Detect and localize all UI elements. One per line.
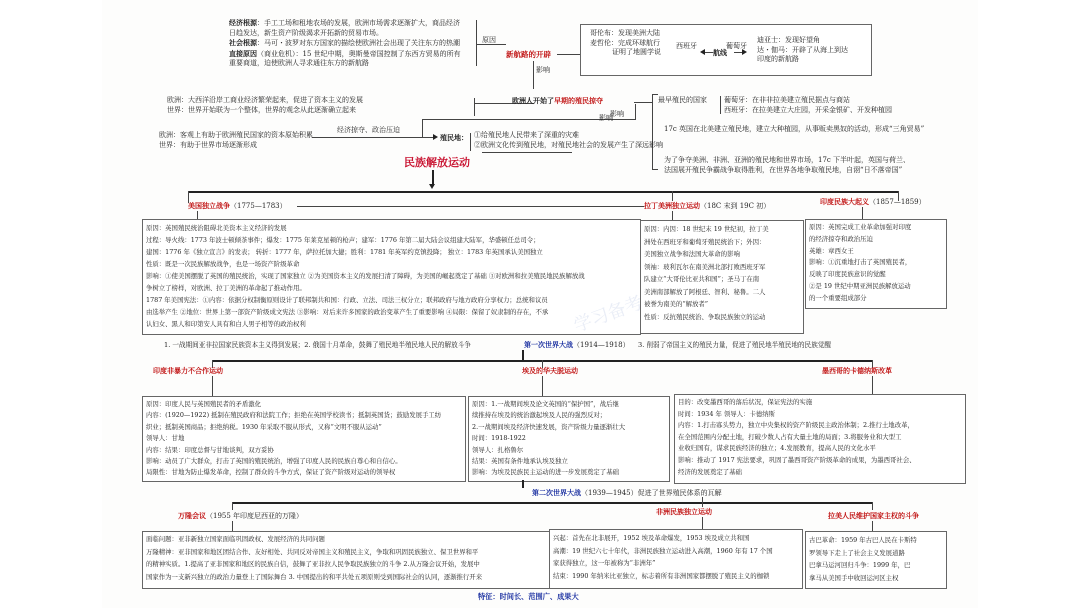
india-line: 原因：英国完成工业革命加强对印度 [809,223,912,231]
colonies-effects [474,131,744,150]
earliest-label: 最早殖民的国家 [658,96,707,104]
portugal-line: 迪亚士：发现好望角 [757,36,820,44]
usa-line: 由选举产生 ②地位：世界上第一部资产阶级成文宪法 ③影响：对后来许多国家的政治变革产生了重要影响 ④局限：保留了奴隶制的存在，不承 [146,308,549,316]
colonial-label: 欧洲人开始了 [512,96,554,105]
portugal-line: 印度的新航路 [757,55,799,64]
gandhi-line: 内容：结果：印度总督与甘地谈判，双方妥协 [146,445,274,454]
egypt-line: 2.一战期间埃及经济快速发展，资产阶级力量逐渐壮大 [472,422,626,431]
latin-line: 被誉为南美的“解放者” [644,300,709,308]
latin-text [644,223,802,323]
watermark: 学习备考 [571,292,646,337]
influence-text [167,96,467,115]
explorer-line: 哥伦布：发现美洲大陆 [590,29,660,37]
usa-header [188,201,287,211]
usa-title: 美国独立战争 [188,201,230,210]
panama-line: 拿马从美国手中收回运河区主权 [809,573,899,582]
route-label: 航线 [713,48,727,57]
gandhi-text [146,399,464,479]
influence-line: 欧洲：大西洋沿岸工商业经济繁荣起来，促进了资本主义的发展 [167,96,363,104]
egypt-title: 埃及的华夫脱运动 [522,366,578,375]
ww2-right: 促进了世界殖民体系的瓦解 [637,489,722,497]
india-line: 反映了印度民族意识的觉醒 [809,270,886,279]
usa-line: 建国：1776 年《独立宣言》的发表； 转折：1777 年，萨拉托加大捷；胜利：1781 年英军约克镇投降； 独立：1783 年英国承认美国独立 [146,248,543,256]
mexico-line: 内容：1.打击寡头势力，独立中央集权的资产阶级民主政治体制；2.推行土地改革， [678,421,914,430]
india-line: 的一个重要组成部分 [809,293,867,302]
bg-line: 日趋发达，新生资产阶级渴求开拓新的贸易市场。 [229,28,383,37]
africa-line: 高潮：19 世纪六七十年代，非洲民族独立运动进入高潮，1960 年有 17 个国 [553,546,773,555]
arrow-right [742,49,747,55]
usa-line: 争树立了榜样，对欧洲、拉丁美洲的革命起了推动作用。 [146,284,306,292]
bandung-header [178,511,303,521]
earliest-text [724,96,964,115]
connector [705,52,713,53]
earliest-line: 葡萄牙：在非非拉美建立殖民据点与商站 [724,96,850,104]
ww2-header [532,488,722,498]
panama-line: 古巴革命：1959 年古巴人民在卡斯特 [809,536,917,544]
latin-years: （18C 末到 19C 初） [700,202,771,210]
ww1-header [524,340,630,350]
explorer-line: 证明了地圆学说 [612,48,661,57]
egypt-text [472,399,668,479]
egypt-line: 原因：1.一战期间埃及论文英国的“保护国”，战后继 [472,400,619,408]
connector [422,119,423,137]
mexico-line: 经济的发展奠定了基础 [678,467,742,476]
india-line: 英雄：章西女王 [809,246,854,255]
colonies-label: 殖民地： [440,133,468,142]
latin-line: 洲处在西班牙和葡萄牙殖民统治下；外因： [644,237,766,246]
ww2-title: 第二次世界大战 [532,488,581,497]
mexico-line: 业收归国有，谋求民族经济的独立；4.发展教育，提高人民的文化水平 [678,444,876,453]
mind-map-sheet [102,0,978,608]
africa-text [553,532,799,582]
background-text [229,18,499,69]
africa-title: 非洲民族独立运动 [656,507,712,516]
gandhi-line: 影响：动员了广大群众，打击了英国的殖民统治，增强了印度人民的民族自尊心和自信心。 [146,457,402,466]
ww1-title: 第一次世界大战 [524,340,573,349]
india-years: （1857—1859） [869,198,926,206]
connector [702,517,703,529]
bandung-title: 万隆会议 [178,511,206,520]
mexico-line: 在全国范围内分配土地，打破少数人占有大量土地的局面；3.将服务业和大型工 [678,432,902,441]
africa-line: 兴起：首先在北非展开，1952 埃及革命爆发，1953 埃及成立共和国 [553,534,750,542]
panama-line: 罗领导下走上了社会主义发展道路 [809,548,905,557]
portugal-text [757,36,867,65]
mexico-line: 时间：1934 年 领导人：卡德纳斯 [678,409,776,418]
egypt-line: 续推持在埃及的统治激起埃及人民的强烈反对； [472,411,607,420]
arrow-right [433,134,438,140]
connector [632,206,644,207]
bandung-line: 万隆精神：亚非国家和地区团结合作、友好相处、共同反对帝国主义和殖民主义，争取和巩固民族独立、保卫世界和平 [146,547,479,556]
connector [872,502,873,510]
arrow-down [429,184,435,189]
connector [557,54,580,55]
earliest-line: 西班牙：在拉美建立大庄园，开采金银矿、开发种植园 [724,105,892,114]
influence3-label: 影响 [599,114,613,122]
connector [212,376,213,396]
colony-effect: ①给殖民地人民带来了深重的灾难 [474,131,579,139]
gandhi-line: 织业；抵制英国商品；拒绝纳税。1930 年采取不服从形式，又称“文明不服从运动” [146,422,382,431]
connector [232,521,233,531]
usa-line: 影响：①使美国摆脱了英国的殖民统治，实现了国家独立 ②为美国资本主义的发展扫清了障碍，为美国的崛起奠定了基础 ③对欧洲和拉美殖民地民族解放战 [146,272,585,280]
rivalry-line: 法国展开殖民争霸战争取得胜利，在世界各地争取殖民地，自诩“日不落帝国” [664,165,903,174]
egypt-line: 结果：英国有条件地承认埃及独立 [472,457,568,466]
bracket-line [720,96,721,114]
india-text [809,222,943,305]
exploitation-note: 经济掠夺、政治压迫 [337,126,400,134]
gandhi-line: 领导人：甘地 [146,434,185,443]
gandhi-line: 原因：印度人民与英国殖民者的矛盾激化 [146,400,262,408]
mexico-line: 影响：推动了 1917 宪法要求，巩固了墨西哥资产阶级革命的成果，为墨西哥社会、 [678,455,916,464]
india-line: 的经济掠夺和政治压迫 [809,234,873,243]
connector [533,61,534,89]
usa-line: 性质：既是一次民族解放战争，也是一场资产阶级革命 [146,260,300,268]
gandhi-line: 内容：(1920—1922) 抵制在殖民政府和法院工作；拒绝在英国学校读书；抵制英国货；鼓励发展手工纺 [146,411,442,420]
bandung-line: 国家作为一支新兴独立的政治力量登上了国际舞台 3. 中国提出的和平共处五项原则受到国际社会的认同，逐渐推行开来 [146,572,483,581]
influence-label: 影响 [536,66,550,74]
bandung-years: （1955 年印度尼西亚的万隆） [206,512,304,520]
connector [672,211,673,220]
ww1-left: 1. 一战期间亚非拉国家民族资本主义得到发展；2. 俄国十月革命，鼓舞了殖民地半殖民地人民的解放斗争 [164,341,471,349]
portugal-label: 葡萄牙 [726,42,747,50]
mexico-line: 目的：改变墨西哥的落后状况，保证宪法的实施 [678,398,813,406]
bg-line: 直接原因（商业危机）：15 世纪中期，奥斯曼帝国控制了东西方贸易的所有 [229,48,461,58]
colony-effect: ②欧洲文化传到殖民地，对殖民地社会的发展产生了深远影响 [474,140,663,149]
bracket-line [470,133,471,151]
ww1-years: （1914—1918） [573,341,630,349]
bandung-line: 的精神实质。1.提高了亚非国家和地区的民族自信，鼓舞了亚非拉人民争取民族独立的斗争 2.从万隆会议开始，发展中 [146,560,480,568]
mexico-title: 墨西哥的卡德纳斯改革 [822,366,892,375]
bandung-line: 面临问题：亚非新独立国家面临巩固政权、发展经济的共同问题 [146,535,325,543]
usa-years: （1775—1783） [230,202,287,210]
connector [197,211,198,219]
effects-line: 欧洲：客观上有助于欧洲殖民国家的资本原始积累 [159,131,313,139]
connector [542,376,543,396]
latin-title: 拉丁美洲独立运动 [644,201,700,210]
new-routes-center: 新航路的开辟 [506,50,551,59]
colonial-plunder [512,96,603,106]
latin-line: 队建立“大哥伦比亚共和国”；圣马丁在南 [644,275,760,283]
bg-line: 社会根源：马可・波罗对东方国家的描绘使欧洲社会出现了关注东方的热潮 [229,38,460,48]
egypt-line: 领导人：扎格鲁尔 [472,445,524,454]
features-footer: 特征：时间长、范围广、成果大 [478,592,579,601]
bg-line: 经济根源：手工工场和租地农场的发展，欧洲市场需求逐渐扩大，商品经济 [229,18,460,27]
connector [652,94,658,95]
usa-line: 1787 年美国宪法：①内容：依据分权制衡原则设计了联邦制共和国：行政、立法、司法三权分立；联邦政府与地方政府分享权力；总统和议员 [146,296,548,304]
mexico-text [678,397,964,478]
connector [635,104,636,120]
connector [862,207,863,219]
influence2-label: 影响 [610,110,624,118]
africa-line: 结束：1990 年纳米比亚独立，标志着所有非洲国家都摆脱了殖民主义的枷锁 [553,571,770,580]
triangle-trade: 17c 英国在北美建立殖民地，建立大种植园，从事贩卖黑奴的活动，形成“三角贸易” [664,125,925,133]
latin-line: 美国独立战争和法国大革命的影响 [644,250,740,258]
bg-line: 重要商道，迫使欧洲人寻求通往东方的新航路 [229,59,369,68]
colonial-red: 早期的殖民掠夺 [554,96,603,105]
bracket-line [476,20,477,66]
panama-line: 巴拿马运河回归斗争：1999 年，巴 [809,561,911,569]
usa-line: 过程：导火线：1773 年波士顿倾茶事件；爆发：1775 年莱克星顿的枪声；建军：1776 年第二届大陆会议组建大陆军，华盛顿任总司令； [146,236,540,244]
spain-label: 西班牙 [676,42,697,50]
connector [872,521,873,531]
connector [634,102,652,103]
connector [522,480,524,488]
connector [672,191,673,201]
connector [734,52,742,53]
africa-line: 家获得独立，这一年被称为“非洲年” [553,559,656,567]
connector [297,206,632,207]
explorer-line: 麦哲伦：完成环球航行 [590,38,660,47]
india-title: 印度民族大起义 [820,197,869,206]
effects-line: 世界：有助于世界市场逐渐形成 [159,140,257,149]
reason-label: 原因 [482,36,496,44]
latin-line: 原因：内因：18 世纪末 19 世纪初，拉丁美 [644,225,769,233]
connector [702,497,703,507]
branch-line [232,502,872,504]
ww1-right: 3. 削弱了帝国主义的殖民力量，促进了殖民地半殖民地的民族觉醒 [638,341,832,349]
connector [522,350,524,360]
connector [312,137,434,138]
rivalry-text [664,156,954,175]
latin-header [644,201,770,211]
latin-line: 领袖：玻利瓦尔在南美洲北部打败西班牙军 [644,262,766,271]
usa-line: 原因：英国殖民统治阻碍北美资本主义经济的发展 [146,224,287,232]
connector [872,376,873,394]
egypt-line: 影响：为埃及民族民主运动的进一步发展奠定了基础 [472,468,619,477]
egypt-line: 时间：1918-1922 [472,434,526,443]
influence-line: 世界：世界开始联为一个整体，世界的观念从此逐渐确立起来 [167,105,356,114]
bracket-line [474,98,475,116]
connector [232,502,233,510]
bandung-text [146,533,586,583]
latin-line: 美洲南部解放了阿根廷、智利、秘鲁。二人 [644,287,766,296]
usa-text [146,222,636,330]
connector [652,169,658,170]
gandhi-line: 局限性：甘地为防止爆发革命，控制了群众的斗争方式，保证了资产阶级对运动的领导权 [146,468,396,477]
usa-line: 认妇女、黑人和印第安人具有和白人男子相等的政治权利 [146,320,306,328]
rivalry-line: 为了争夺美洲、非洲、亚洲的殖民地和世界市场，17c 下半叶起，英国与荷兰、 [664,156,911,164]
portugal-line: 达・伽马：开辟了从海上到达 [757,45,848,54]
panama-text [809,534,945,584]
ww2-years: （1939—1945） [581,489,638,497]
india-line: ②是 19 世纪中期亚洲民族解放运动 [809,281,911,290]
connector [482,152,572,153]
india-line: 影响：①沉重地打击了英国殖民者， [809,258,912,267]
liberation-title: 民族解放运动 [404,156,470,169]
branch-line [188,191,898,193]
gandhi-title: 印度非暴力不合作运动 [153,366,223,375]
india-header [820,197,926,207]
panama-title: 拉美人民维护国家主权的斗争 [828,511,919,520]
latin-line: 性质：反抗殖民统治、争取民族独立的运动 [644,312,766,321]
